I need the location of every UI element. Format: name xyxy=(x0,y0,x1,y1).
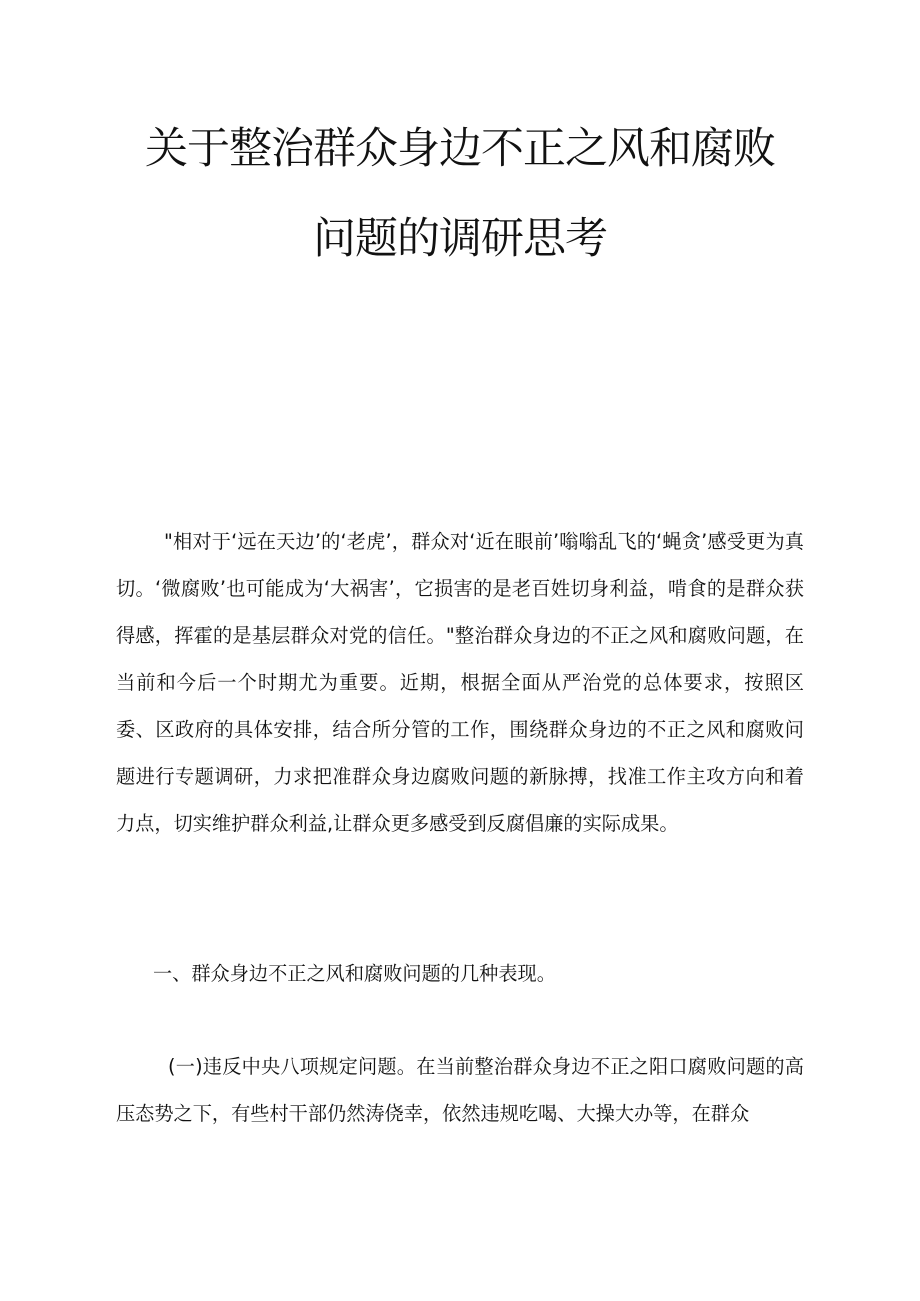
document-title xyxy=(0,124,920,264)
subsection-paragraph xyxy=(116,1043,804,1137)
intro-paragraph-text: "相对于‘远在天边’的‘老虎’，群众对‘近在眼前’嗡嗡乱飞的‘蝇贪’感受更为真切。‘微腐败’也可能成为‘大祸害’，它损害的是老百姓切身利益，啃食的是群众获得感，挥霍的是基层群众对党的信任。"整治群众身边的不正之风和腐败问题，在当前和今后一个时期尤为重要。近期，根据全面从严治党的总体要求，按照区委、区政府的具体安排，结合所分管的工作，围绕群众身边的不正之风和腐败问题进行专题调研，力求把准群众身边腐败问题的新脉搏，找准工作主攻方向和着力点，切实维护群众利益,让群众更多感受到反腐倡廉的实际成果。 xyxy=(116,530,804,835)
title-line-1: 关于整治群众身边不正之风和腐败 xyxy=(145,124,775,174)
subsection-paragraph-text: (一)违反中央八项规定问题。在当前整治群众身边不正之阳口腐败问题的高压态势之下，有些村干部仍然涛侥幸，依然违规吃喝、大操大办等，在群众 xyxy=(116,1055,804,1125)
intro-paragraph xyxy=(116,518,804,847)
title-line-2: 问题的调研思考 xyxy=(313,214,607,264)
section-heading: 一、群众身边不正之风和腐败问题的几种表现。 xyxy=(153,962,556,985)
